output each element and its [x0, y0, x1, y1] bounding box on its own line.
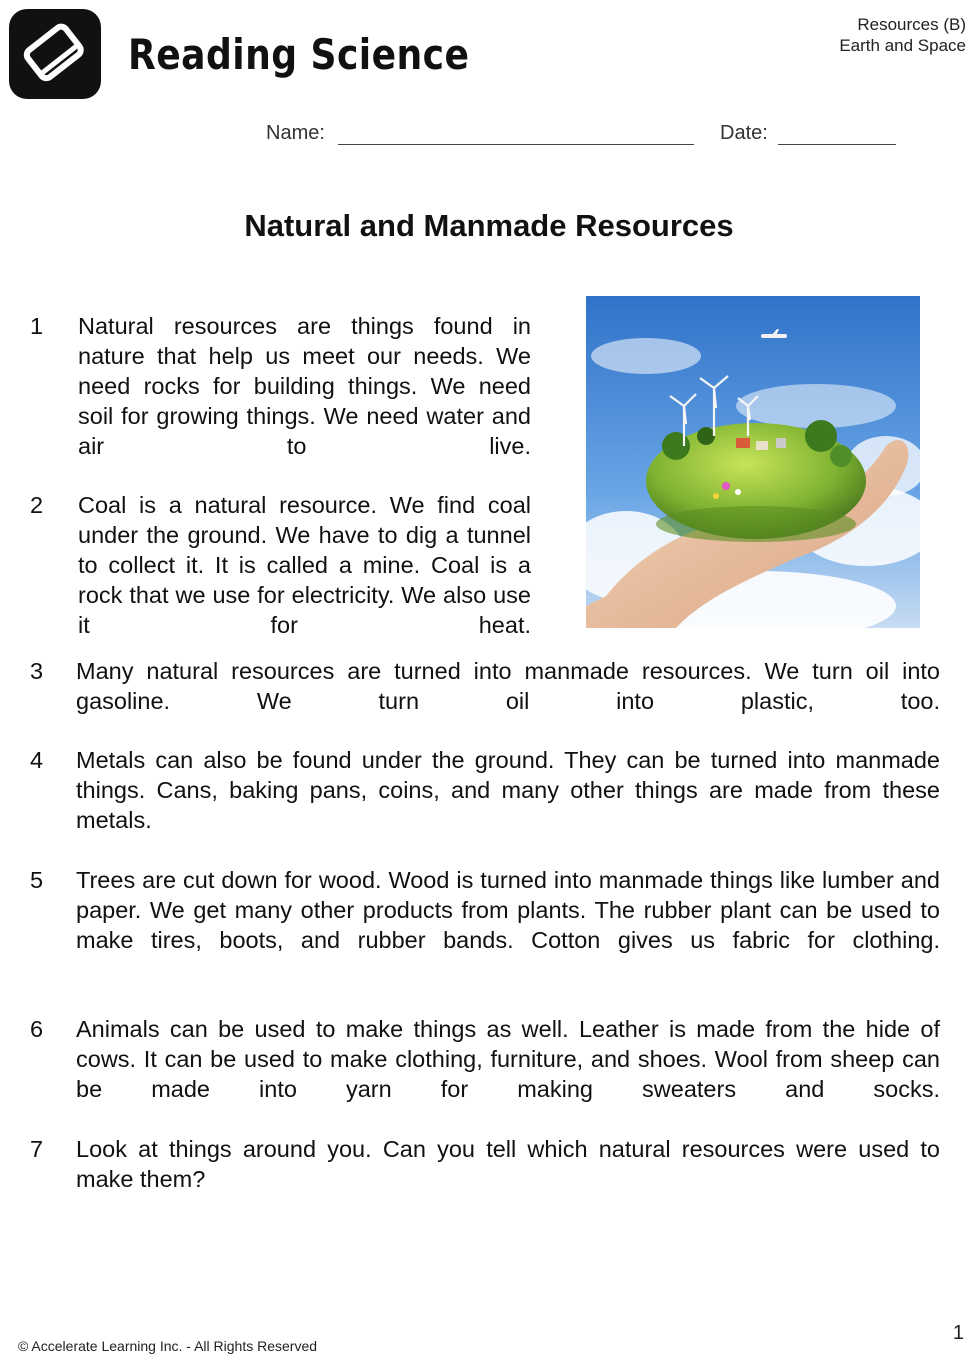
- copyright-footer: © Accelerate Learning Inc. - All Rights Reserved: [18, 1338, 318, 1354]
- paragraph-number: 1: [30, 313, 44, 339]
- paragraph-text: Trees are cut down for wood. Wood is turned into manmade things like lumber and paper. We get many other products from plants. The rubber plant can be used to make tires, boots, and rubber bands. Cotton gives us fabric for clothing.: [76, 867, 940, 953]
- paragraph-number: 4: [30, 747, 44, 773]
- earth-in-hand-photo: [586, 296, 920, 628]
- topic-line-1: Resources (B): [857, 15, 966, 34]
- book-logo-icon: [9, 9, 101, 99]
- paragraph-text: Metals can also be found under the ground. They can be turned into manmade things. Cans, baking pans, coins, and many other things are made from these metals.: [76, 747, 940, 833]
- page-number: 1: [952, 1322, 964, 1344]
- page-title: Natural and Manmade Resources: [244, 208, 734, 243]
- topic-label: [839, 14, 966, 56]
- paragraph-number: 5: [30, 867, 44, 893]
- paragraph-text: Natural resources are things found in nature that help us meet our needs. We need rocks for building things. We need soil for growing things. We need water and air to live.: [78, 313, 531, 459]
- paragraph-text: Many natural resources are turned into manmade resources. We turn oil into gasoline. We turn oil into plastic, too.: [76, 658, 940, 714]
- paragraph-number: 6: [30, 1016, 44, 1042]
- paragraph-text: Animals can be used to make things as well. Leather is made from the hide of cows. It can be used to make clothing, furniture, and shoes. Wool from sheep can be made into yarn for making sweaters and socks.: [76, 1016, 940, 1102]
- paragraph-number: 2: [30, 492, 44, 518]
- date-label: Date:: [720, 122, 768, 144]
- topic-line-2: Earth and Space: [839, 36, 966, 55]
- brand-title: Reading Science: [128, 30, 470, 79]
- name-label: Name:: [266, 122, 325, 144]
- paragraph-text: Look at things around you. Can you tell which natural resources were used to make them?: [76, 1136, 940, 1192]
- paragraph-text: Coal is a natural resource. We find coal under the ground. We have to dig a tunnel to collect it. It is called a mine. Coal is a rock that we use for electricity. We also use it for heat.: [78, 492, 531, 638]
- paragraph-number: 7: [30, 1136, 44, 1162]
- name-field[interactable]: [338, 144, 694, 145]
- paragraph-number: 3: [30, 658, 44, 684]
- date-field[interactable]: [778, 144, 896, 145]
